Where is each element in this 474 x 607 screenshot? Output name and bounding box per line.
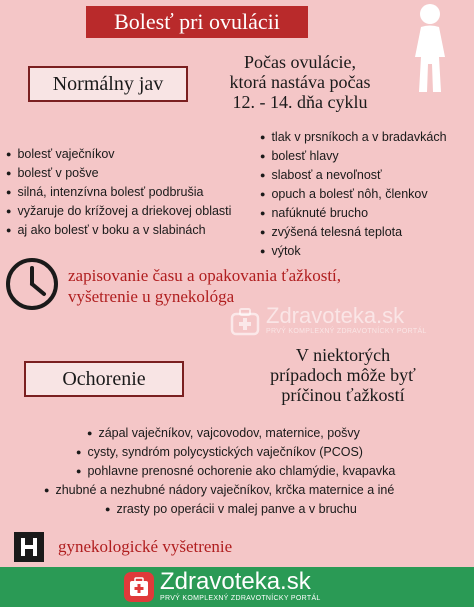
list-item: ● výtok (260, 242, 447, 261)
normal-symptoms-left (6, 145, 231, 240)
disease-action: gynekologické vyšetrenie (58, 537, 233, 556)
normal-badge: Normálny jav (28, 66, 188, 102)
page-title: Bolesť pri ovulácii (86, 6, 308, 38)
normal-symptoms-right (260, 128, 447, 261)
list-item: ● zvýšená telesná teplota (260, 223, 447, 242)
normal-intro-line: 12. - 14. dňa cyklu (232, 92, 368, 112)
list-item: ● bolesť hlavy (260, 147, 447, 166)
list-item: ● cysty, syndróm polycystických vaječníkov (PCOS) (0, 443, 474, 462)
medkit-icon (230, 307, 260, 337)
list-item: ● bolesť vaječníkov (6, 145, 231, 164)
list-item: ● opuch a bolesť nôh, členkov (260, 185, 447, 204)
disease-badge: Ochorenie (24, 361, 184, 397)
clock-icon (4, 256, 60, 312)
list-item: ● zrasty po operácii v malej panve a v bruchu (0, 500, 474, 519)
normal-action-line: zapisovanie času a opakovania ťažkostí, (68, 266, 342, 285)
medkit-icon (124, 572, 154, 602)
woman-icon (405, 2, 455, 94)
list-item: ● aj ako bolesť v boku a v slabinách (6, 221, 231, 240)
watermark (230, 305, 430, 341)
list-item: ● pohlavne prenosné ochorenie ako chlamýdie, kvapavka (0, 462, 474, 481)
normal-intro-line: Počas ovulácie, (244, 52, 356, 72)
disease-intro (258, 345, 428, 405)
watermark-name: Zdravoteka.sk (266, 303, 405, 328)
list-item: ● zápal vaječníkov, vajcovodov, maternice, pošvy (0, 424, 474, 443)
disease-intro-line: príčinou ťažkostí (281, 385, 405, 405)
disease-causes (0, 424, 474, 519)
footer-tagline: PRVÝ KOMPLEXNÝ ZDRAVOTNÍCKY PORTÁL (160, 595, 321, 602)
list-item: ● zhubné a nezhubné nádory vaječníkov, krčka maternice a iné (0, 481, 474, 500)
list-item: ● vyžaruje do krížovej a driekovej oblasti (6, 202, 231, 221)
normal-intro (210, 52, 390, 112)
normal-action-line: vyšetrenie u gynekológa (68, 287, 235, 306)
list-item: ● nafúknuté brucho (260, 204, 447, 223)
disease-intro-line: prípadoch môže byť (270, 365, 416, 385)
disease-intro-line: V niektorých (295, 345, 391, 365)
footer-name: Zdravoteka.sk (160, 568, 311, 595)
list-item: ● bolesť v pošve (6, 164, 231, 183)
footer (0, 567, 474, 607)
list-item: ● slabosť a nevoľnosť (260, 166, 447, 185)
list-item: ● tlak v prsníkoch a v bradavkách (260, 128, 447, 147)
hospital-icon (14, 532, 44, 562)
normal-intro-line: ktorá nastáva počas (229, 72, 371, 92)
watermark-tagline: PRVÝ KOMPLEXNÝ ZDRAVOTNÍCKY PORTÁL (266, 328, 427, 335)
list-item: ● silná, intenzívna bolesť podbrušia (6, 183, 231, 202)
normal-action (68, 265, 341, 307)
